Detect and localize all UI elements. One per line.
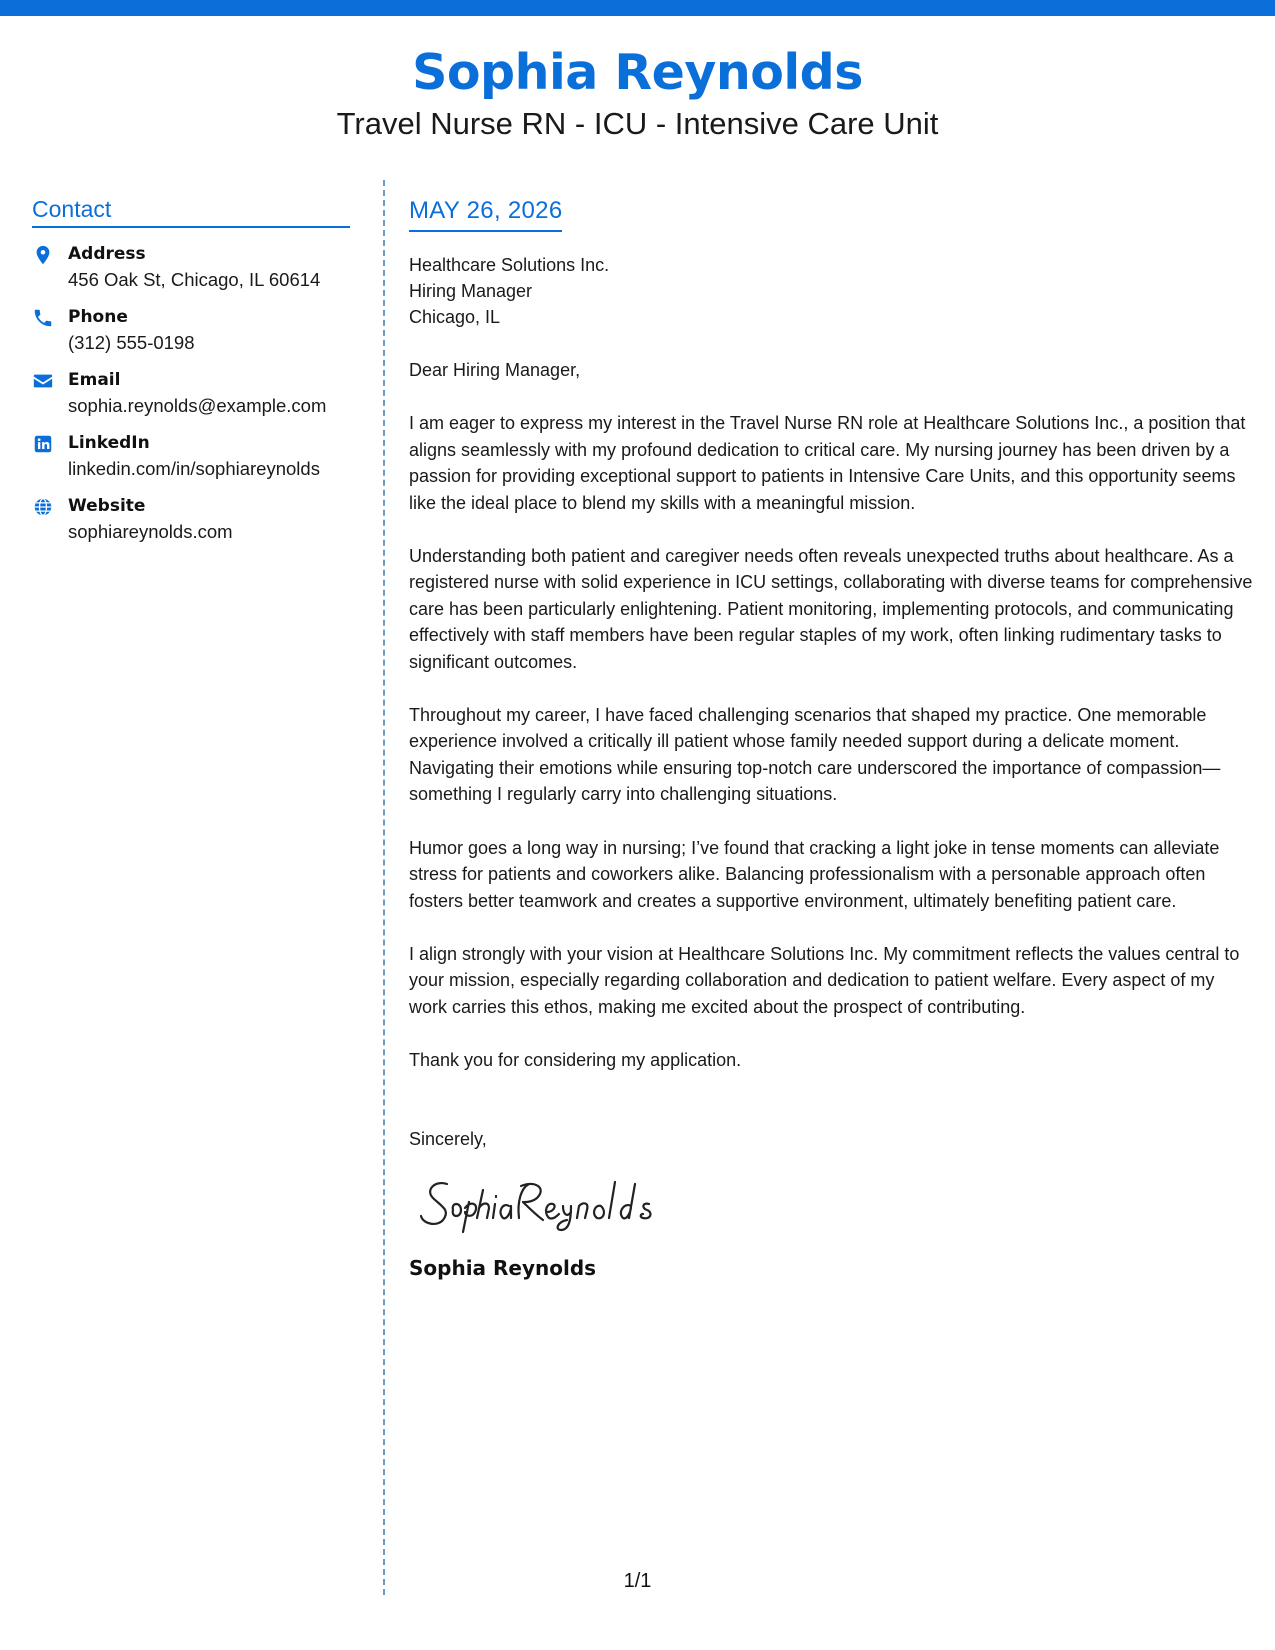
linkedin-icon (32, 433, 54, 455)
body-paragraph: I align strongly with your vision at Healthcare Solutions Inc. My commitment reflects the values central to your mission, especially regarding collaboration and dedication to patient welfare. Every aspect of my work carries this ethos, making me excited about the prospect of contributing. (409, 943, 1240, 1017)
contact-label: Website (68, 496, 146, 516)
address-value: 456 Oak St, Chicago, IL 60614 (68, 269, 321, 290)
website-value[interactable]: sophiareynolds.com (68, 521, 233, 542)
letter-date: MAY 26, 2026 (409, 196, 562, 232)
letter-header (0, 44, 1275, 144)
contact-heading: Contact (32, 196, 350, 228)
contact-item-linkedin (32, 431, 350, 481)
phone-icon (32, 307, 54, 329)
body-paragraph: Throughout my career, I have faced challenging scenarios that shaped my practice. One memorable experience involved a critically ill patient whose family needed support during a delicate moment. Navigating their emotions while ensuring top-notch care underscored the importance of compassion—something I regularly carry into challenging situations. (409, 705, 1221, 805)
envelope-icon (32, 370, 54, 392)
contact-item-email (32, 368, 350, 418)
contact-label: Email (68, 370, 121, 390)
column-divider (383, 180, 385, 1595)
recipient-block (409, 252, 1254, 330)
email-value[interactable]: sophia.reynolds@example.com (68, 395, 327, 416)
contact-sidebar (32, 196, 350, 557)
body-paragraph: Humor goes a long way in nursing; I’ve found that cracking a light joke in tense moments can alleviate stress for patients and coworkers alike. Balancing professionalism with a personable approach often fosters better teamwork and creates a supportive environment, ultimately benefiting patient care. (409, 837, 1220, 911)
recipient-company: Healthcare Solutions Inc. (409, 255, 610, 275)
closing-line: Thank you for considering my application. (409, 1050, 742, 1071)
contact-label: Phone (68, 307, 128, 327)
signoff: Sincerely, (409, 1128, 487, 1149)
signer-name: Sophia Reynolds (409, 1256, 597, 1281)
linkedin-value[interactable]: linkedin.com/in/sophiareynolds (68, 458, 320, 479)
letter-body (409, 196, 1254, 1282)
contact-label: Address (68, 244, 146, 264)
candidate-name: Sophia Reynolds (412, 44, 863, 101)
recipient-role: Hiring Manager (409, 281, 533, 301)
recipient-location: Chicago, IL (409, 307, 501, 327)
page-number: 1/1 (623, 1570, 652, 1592)
contact-item-phone (32, 305, 350, 355)
contact-label: LinkedIn (68, 433, 150, 453)
top-accent-bar (0, 0, 1275, 16)
body-paragraph: I am eager to express my interest in the Travel Nurse RN role at Healthcare Solutions Inc., a position that aligns seamlessly with my profound dedication to critical care. My nursing journey has been driven by a passion for providing exceptional support to patients in Intensive Care Units, and this opportunity seems like the ideal place to blend my skills with a meaningful mission. (409, 413, 1246, 513)
contact-item-website (32, 494, 350, 544)
globe-icon (32, 496, 54, 518)
phone-value[interactable]: (312) 555-0198 (68, 332, 195, 353)
candidate-job-title: Travel Nurse RN - ICU - Intensive Care Unit (336, 106, 939, 141)
location-pin-icon (32, 244, 54, 266)
contact-item-address (32, 242, 350, 292)
salutation: Dear Hiring Manager, (409, 360, 581, 380)
handwritten-signature (417, 1172, 667, 1234)
contact-list (32, 242, 350, 544)
body-paragraph: Understanding both patient and caregiver needs often reveals unexpected truths about healthcare. As a registered nurse with solid experience in ICU settings, collaborating with diverse teams for comprehensive care has been particularly enlightening. Patient monitoring, implementing protocols, and communicating effectively with staff members have been regular staples of my work, often linking rudimentary tasks to significant outcomes. (409, 546, 1253, 672)
